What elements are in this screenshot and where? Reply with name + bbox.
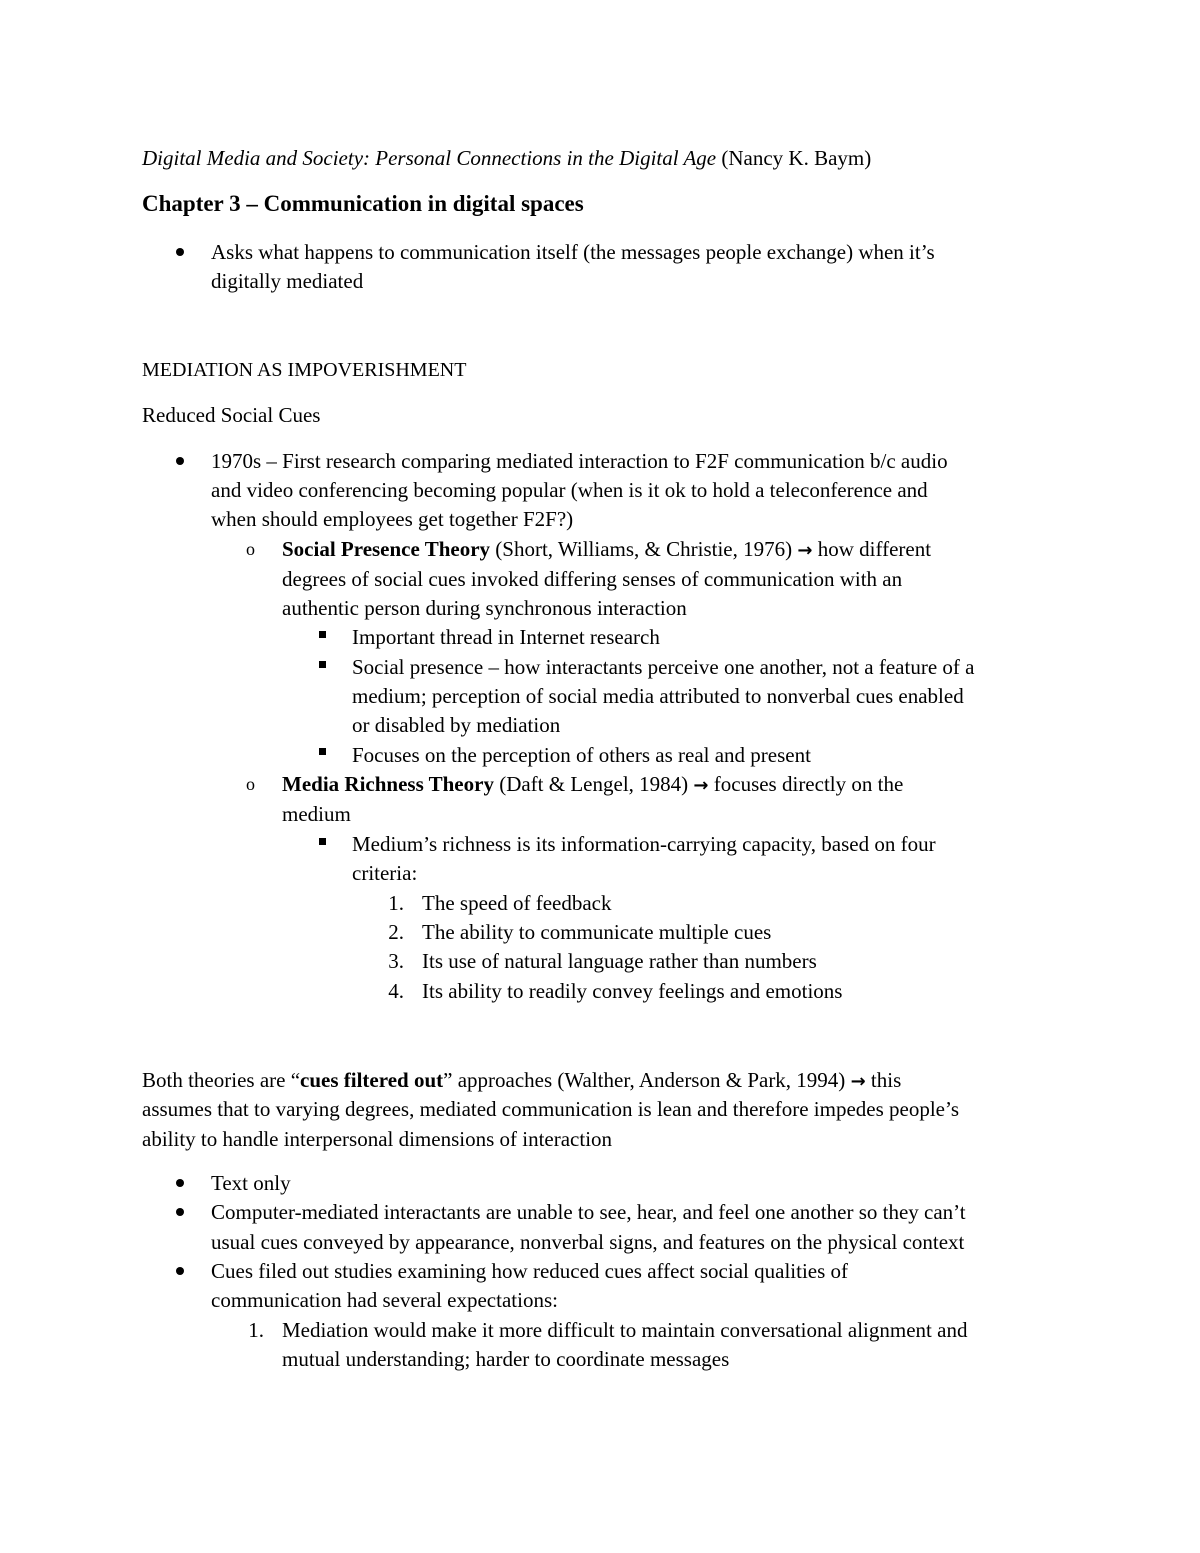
social-presence-line-2: degrees of social cues invoked differing senses of communication with an	[282, 567, 903, 591]
bullet-1970s-line-1: 1970s – First research comparing mediated interaction to F2F communication b/c audio	[211, 449, 948, 473]
square-bullet-icon	[319, 748, 326, 755]
media-richness-desc-1: focuses directly on the	[713, 772, 904, 796]
criterion-number: 4.	[388, 979, 404, 1003]
bullet-1970s-line-2: and video conferencing becoming popular (when is it ok to hold a teleconference and	[211, 478, 928, 502]
expectation-number: 1.	[248, 1318, 264, 1342]
arrow-icon: →	[850, 1071, 866, 1092]
expectation-1-line-1: Mediation would make it more difficult to maintain conversational alignment and	[282, 1318, 968, 1342]
book-title-line	[142, 143, 871, 173]
media-richness-name: Media Richness Theory	[282, 772, 494, 796]
circle-bullet-icon: o	[246, 539, 255, 559]
sp-point-2-line-3: or disabled by mediation	[352, 713, 561, 737]
square-bullet-icon	[319, 838, 326, 845]
intro-bullet-line-1: Asks what happens to communication itself (the messages people exchange) when it’s	[211, 240, 935, 264]
chapter-title: Chapter 3 – Communication in digital spaces	[142, 191, 584, 216]
final-bullet-3-line-1: Cues filed out studies examining how reduced cues affect social qualities of	[211, 1259, 849, 1283]
criterion-text: The speed of feedback	[422, 891, 612, 915]
sp-point-3: Focuses on the perception of others as real and present	[352, 743, 811, 767]
square-bullet-icon	[319, 631, 326, 638]
criterion-number: 3.	[388, 949, 404, 973]
bullet-1970s-line-3: when should employees get together F2F?)	[211, 507, 574, 531]
both-theories-pre: Both theories are “	[142, 1068, 301, 1092]
media-richness-line-1	[282, 769, 903, 801]
criterion-number: 2.	[388, 920, 404, 944]
both-theories-line-2: assumes that to varying degrees, mediated communication is lean and therefore impedes people’s	[142, 1097, 959, 1121]
sp-point-2-line-1: Social presence – how interactants perceive one another, not a feature of a	[352, 655, 975, 679]
circle-bullet-icon: o	[246, 774, 255, 794]
arrow-icon: →	[693, 775, 709, 796]
criterion-text: Its use of natural language rather than numbers	[422, 949, 817, 973]
subheading: Reduced Social Cues	[142, 403, 321, 427]
cues-filtered-out: cues filtered out	[300, 1068, 444, 1092]
both-theories-post: ” approaches (Walther, Anderson & Park, 1994)	[443, 1068, 846, 1092]
author: (Nancy K. Baym)	[721, 146, 872, 170]
bullet-icon	[176, 1179, 184, 1187]
both-theories-line-1	[142, 1065, 901, 1097]
final-bullet-2-line-1: Computer-mediated interactants are unable to see, hear, and feel one another so they can’t	[211, 1200, 966, 1224]
criterion-text: The ability to communicate multiple cues	[422, 920, 772, 944]
section-heading: MEDIATION AS IMPOVERISHMENT	[142, 359, 467, 381]
social-presence-line-1	[282, 534, 931, 566]
both-theories-tail: this	[870, 1068, 902, 1092]
social-presence-line-3: authentic person during synchronous interaction	[282, 596, 687, 620]
social-presence-name: Social Presence Theory	[282, 537, 491, 561]
bullet-icon	[176, 457, 184, 465]
bullet-icon	[176, 1208, 184, 1216]
social-presence-citation: (Short, Williams, & Christie, 1976)	[495, 537, 793, 561]
criterion-text: Its ability to readily convey feelings and emotions	[422, 979, 843, 1003]
bullet-icon	[176, 1267, 184, 1275]
book-title: Digital Media and Society: Personal Connections in the Digital Age	[142, 146, 717, 170]
final-bullet-1: Text only	[211, 1171, 291, 1195]
mr-point-line-1: Medium’s richness is its information-carrying capacity, based on four	[352, 832, 936, 856]
expectation-1-line-2: mutual understanding; harder to coordinate messages	[282, 1347, 730, 1371]
final-bullet-3-line-2: communication had several expectations:	[211, 1288, 558, 1312]
social-presence-desc-1: how different	[817, 537, 932, 561]
final-bullet-2-line-2: usual cues conveyed by appearance, nonverbal signs, and features on the physical context	[211, 1230, 965, 1254]
sp-point-2-line-2: medium; perception of social media attributed to nonverbal cues enabled	[352, 684, 964, 708]
both-theories-line-3: ability to handle interpersonal dimensions of interaction	[142, 1127, 613, 1151]
arrow-icon: →	[797, 540, 813, 561]
media-richness-line-2: medium	[282, 802, 351, 826]
bullet-icon	[176, 248, 184, 256]
media-richness-citation: (Daft & Lengel, 1984)	[499, 772, 689, 796]
mr-point-line-2: criteria:	[352, 861, 418, 885]
intro-bullet-line-2: digitally mediated	[211, 269, 364, 293]
criterion-number: 1.	[388, 891, 404, 915]
sp-point-1: Important thread in Internet research	[352, 625, 660, 649]
square-bullet-icon	[319, 661, 326, 668]
